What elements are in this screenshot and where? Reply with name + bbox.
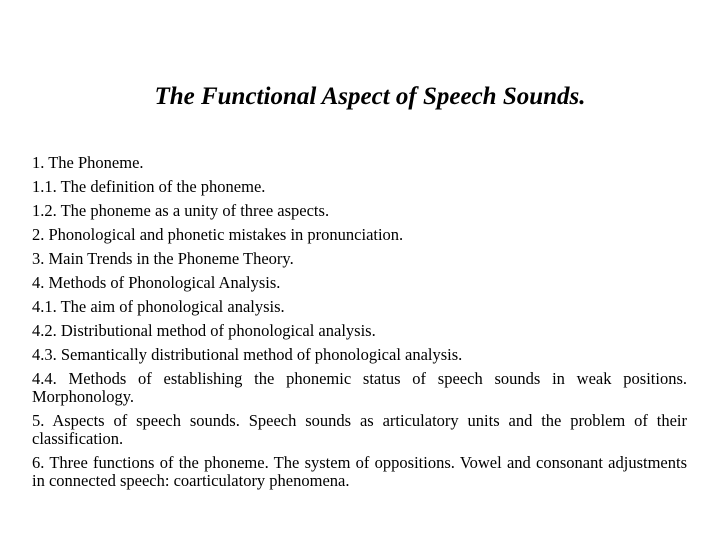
outline-item: 1.1. The definition of the phoneme. [32, 177, 266, 196]
outline-item: 5. Aspects of speech sounds. Speech sounds as articulatory units and the problem of their classification. [32, 411, 687, 448]
outline-item: 2. Phonological and phonetic mistakes in pronunciation. [32, 225, 404, 244]
outline-item: 4.2. Distributional method of phonological analysis. [32, 321, 376, 340]
slide-title: The Functional Aspect of Speech Sounds. [154, 83, 586, 110]
outline-item: 1.2. The phoneme as a unity of three aspects. [32, 201, 330, 220]
outline-item: 4.4. Methods of establishing the phonemic status of speech sounds in weak positions. Morphonology. [32, 369, 687, 406]
outline-item: 4.1. The aim of phonological analysis. [32, 297, 285, 316]
topic-outline [32, 154, 687, 496]
outline-item: 4. Methods of Phonological Analysis. [32, 273, 281, 292]
outline-item: 6. Three functions of the phoneme. The system of oppositions. Vowel and consonant adjustments in connected speech: coarticulatory phenomena. [32, 453, 687, 490]
outline-item: 3. Main Trends in the Phoneme Theory. [32, 249, 294, 268]
outline-item: 4.3. Semantically distributional method of phonological analysis. [32, 345, 463, 364]
outline-item: 1. The Phoneme. [32, 153, 144, 172]
